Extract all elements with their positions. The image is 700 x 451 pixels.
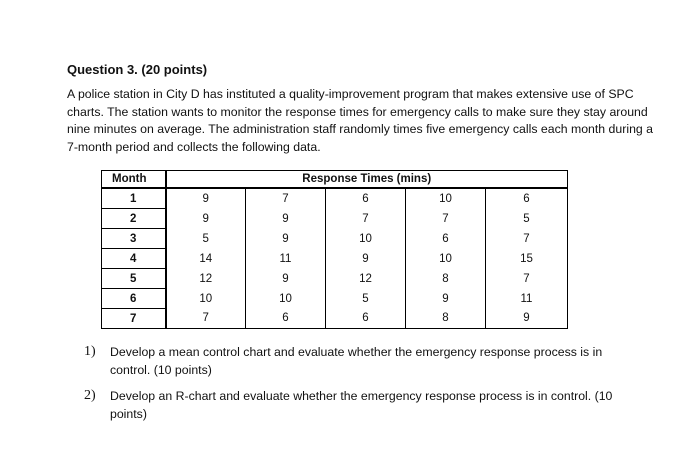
time-cell: 9 <box>166 209 246 229</box>
time-cell: 6 <box>326 309 406 329</box>
task-text: Develop an R-chart and evaluate whether the emergency response process is in control. (10 points) <box>110 389 613 421</box>
time-cell: 5 <box>326 289 406 309</box>
month-cell: 2 <box>102 209 166 229</box>
time-cell: 7 <box>246 188 326 209</box>
time-cell: 10 <box>166 289 246 309</box>
table-row <box>102 209 568 229</box>
month-cell: 3 <box>102 229 166 249</box>
time-cell: 15 <box>486 249 568 269</box>
time-cell: 10 <box>246 289 326 309</box>
time-cell: 7 <box>486 269 568 289</box>
time-cell: 9 <box>326 249 406 269</box>
task-list <box>84 343 644 431</box>
task-number: 2) <box>84 388 96 403</box>
time-cell: 7 <box>406 209 486 229</box>
time-cell: 10 <box>406 188 486 209</box>
question-heading: Question 3. (20 points) <box>67 62 208 77</box>
task-number: 1) <box>84 344 96 359</box>
task-item <box>84 387 644 423</box>
table-header-row <box>102 171 568 189</box>
response-times-table <box>101 170 568 329</box>
time-cell: 11 <box>246 249 326 269</box>
month-cell: 4 <box>102 249 166 269</box>
question-intro: A police station in City D has instituted a quality-improvement program that makes extensive use of SPC charts. The station wants to monitor the response times for emergency calls to make sure they stay around nine minutes on average. The administration staff randomly times five emergency calls each month during a 7-month period and collects the following data. <box>67 87 653 154</box>
time-cell: 6 <box>246 309 326 329</box>
time-cell: 6 <box>406 229 486 249</box>
time-cell: 12 <box>326 269 406 289</box>
time-cell: 14 <box>166 249 246 269</box>
time-cell: 11 <box>486 289 568 309</box>
table-row <box>102 289 568 309</box>
time-cell: 9 <box>246 209 326 229</box>
time-cell: 6 <box>326 188 406 209</box>
time-cell: 10 <box>406 249 486 269</box>
time-cell: 5 <box>166 229 246 249</box>
time-cell: 7 <box>486 229 568 249</box>
table-row <box>102 188 568 209</box>
task-item <box>84 343 644 379</box>
time-cell: 7 <box>326 209 406 229</box>
time-cell: 9 <box>406 289 486 309</box>
task-text: Develop a mean control chart and evaluate whether the emergency response process is in control. (10 points) <box>110 345 603 377</box>
time-cell: 5 <box>486 209 568 229</box>
time-cell: 8 <box>406 269 486 289</box>
time-cell: 9 <box>486 309 568 329</box>
time-cell: 9 <box>246 229 326 249</box>
time-cell: 9 <box>246 269 326 289</box>
time-cell: 7 <box>166 309 246 329</box>
table-row <box>102 229 568 249</box>
table-row <box>102 249 568 269</box>
time-cell: 8 <box>406 309 486 329</box>
table-row <box>102 309 568 329</box>
time-cell: 10 <box>326 229 406 249</box>
month-cell: 5 <box>102 269 166 289</box>
month-cell: 6 <box>102 289 166 309</box>
month-cell: 7 <box>102 309 166 329</box>
month-cell: 1 <box>102 188 166 209</box>
month-header: Month <box>102 171 166 189</box>
table-row <box>102 269 568 289</box>
time-cell: 12 <box>166 269 246 289</box>
time-cell: 6 <box>486 188 568 209</box>
time-cell: 9 <box>166 188 246 209</box>
response-times-header: Response Times (mins) <box>166 171 568 189</box>
